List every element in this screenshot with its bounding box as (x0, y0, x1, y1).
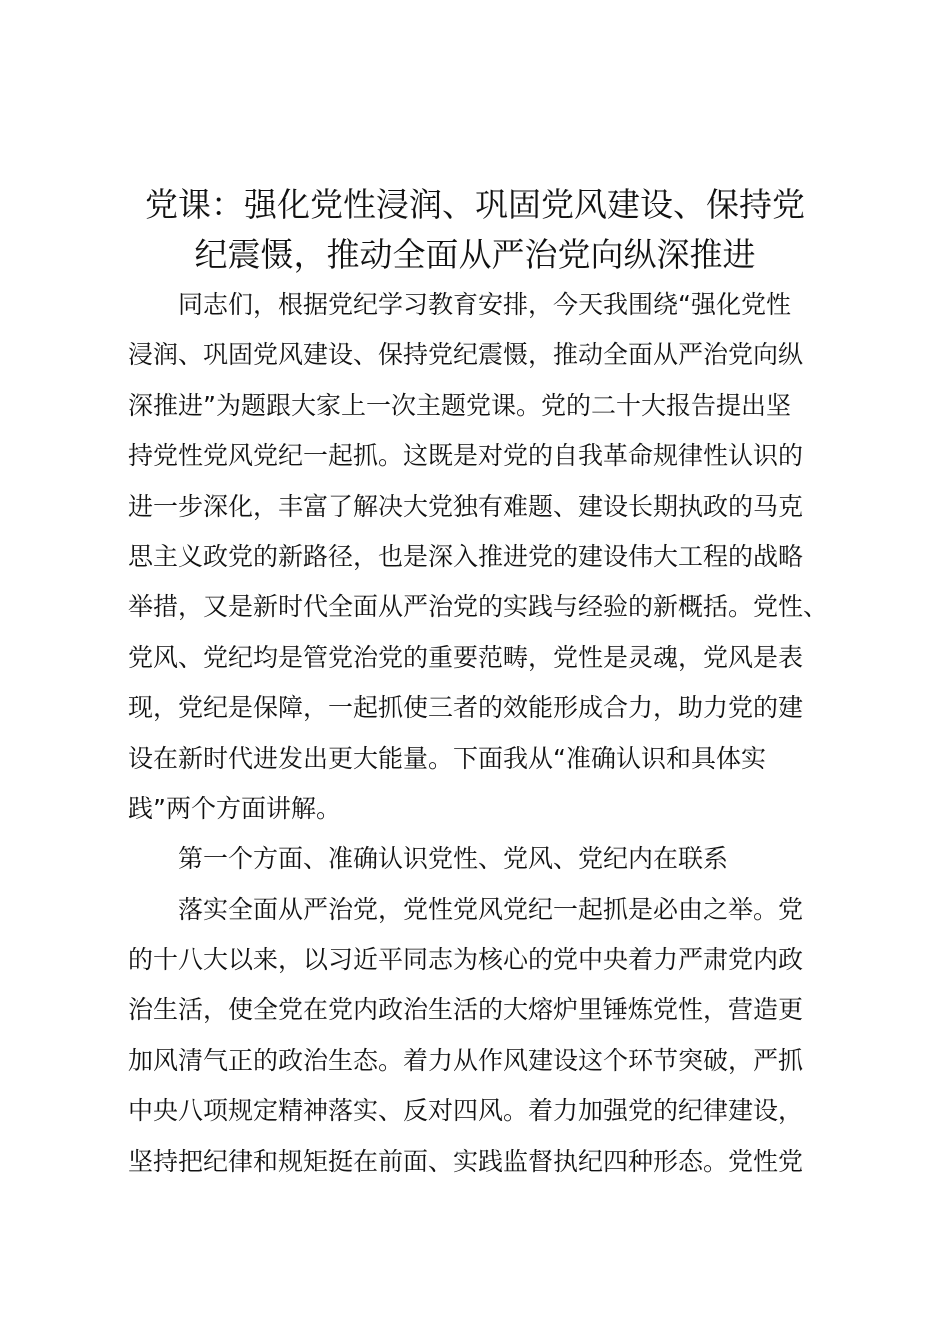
paragraph-1-line-6: 思主义政党的新路径，也是深入推进党的建设伟大工程的战略 (128, 541, 804, 571)
paragraph-1-line-10: 设在新时代进发出更大能量。下面我从“准确认识和具体实 (128, 743, 766, 773)
paragraph-1-line-4: 持党性党风党纪一起抓。这既是对党的自我革命规律性认识的 (128, 441, 804, 471)
paragraph-2-line-2: 的十八大以来，以习近平同志为核心的党中央着力严肃党内政 (128, 945, 804, 975)
section-heading-1: 第一个方面、准确认识党性、党风、党纪内在联系 (178, 844, 729, 874)
title-line-1: 党课：强化党性浸润、巩固党风建设、保持党 (145, 185, 805, 224)
paragraph-2-line-6: 坚持把纪律和规矩挺在前面、实践监督执纪四种形态。党性党 (128, 1146, 804, 1176)
paragraph-1-line-2: 浸润、巩固党风建设、保持党纪震慑，推动全面从严治党向纵 (128, 340, 804, 370)
paragraph-1-line-8: 党风、党纪均是管党治党的重要范畴，党性是灵魂，党风是表 (128, 642, 804, 672)
paragraph-1-line-11: 践”两个方面讲解。 (128, 793, 341, 823)
paragraph-1-line-9: 现，党纪是保障，一起抓使三者的效能形成合力，助力党的建 (128, 693, 804, 723)
paragraph-2-line-3: 治生活，使全党在党内政治生活的大熔炉里锤炼党性，营造更 (128, 995, 804, 1025)
paragraph-2-line-4: 加风清气正的政治生态。着力从作风建设这个环节突破，严抓 (128, 1045, 804, 1075)
document-title (110, 180, 840, 280)
document-body (128, 280, 828, 1187)
paragraph-2-line-1: 落实全面从严治党，党性党风党纪一起抓是必由之举。党 (178, 894, 804, 924)
paragraph-1-line-5: 进一步深化，丰富了解决大党独有难题、建设长期执政的马克 (128, 491, 804, 521)
paragraph-1-line-3: 深推进”为题跟大家上一次主题党课。党的二十大报告提出坚 (128, 390, 791, 420)
paragraph-2-line-5: 中央八项规定精神落实、反对四风。着力加强党的纪律建设， (128, 1096, 804, 1126)
paragraph-1-line-1: 同志们，根据党纪学习教育安排，今天我围绕“强化党性 (178, 290, 791, 319)
title-line-2: 纪震慑，推动全面从严治党向纵深推进 (194, 235, 756, 274)
paragraph-1-line-7: 举措，又是新时代全面从严治党的实践与经验的新概括。党性、 (128, 592, 829, 622)
